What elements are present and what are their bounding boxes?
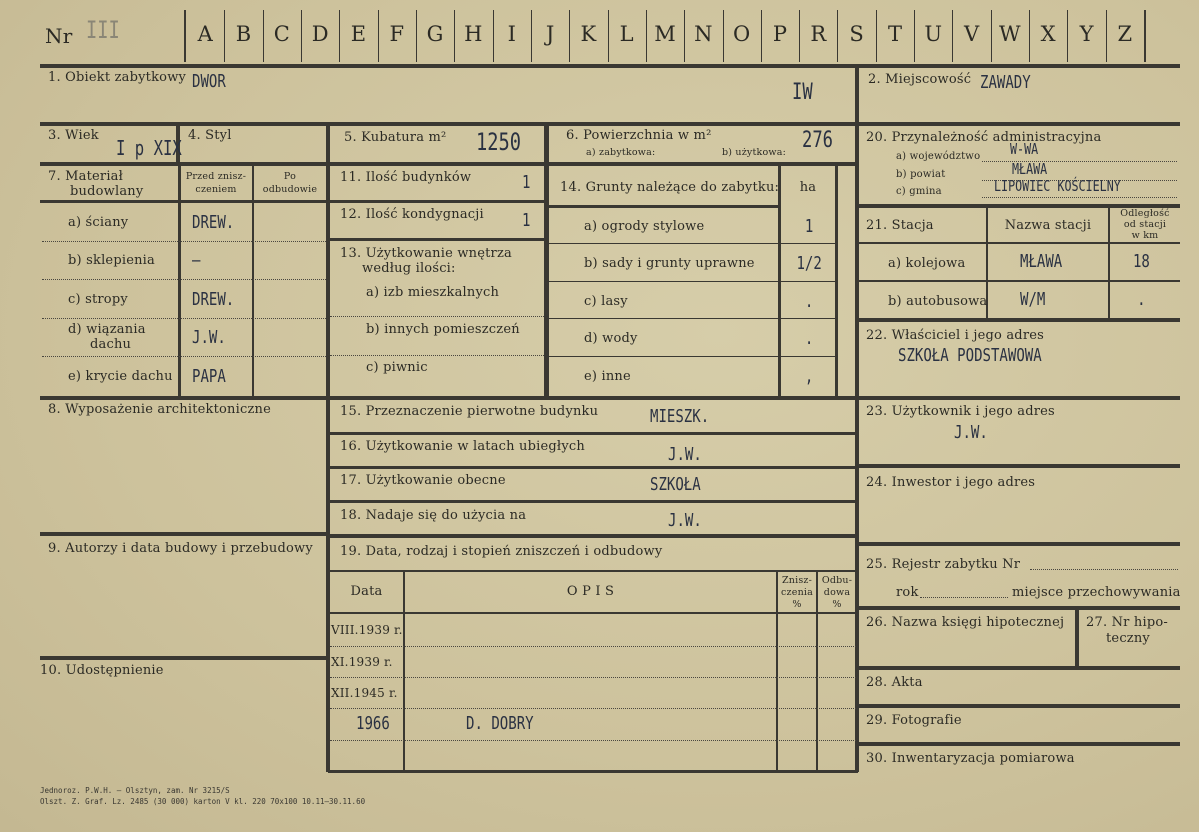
field-16-label: 16. Użytkowanie w latach ubiegłych: [340, 439, 585, 454]
field-13-label-1: 13. Użytkowanie wnętrza: [340, 246, 512, 261]
rule-line: [569, 10, 570, 62]
land-row-value: ,: [804, 366, 814, 387]
field-7-col1-1: Przed znisz-: [185, 171, 247, 182]
field-20b-label: b) powiat: [896, 169, 946, 180]
rule-line: [549, 318, 837, 319]
land-row-label: e) inne: [584, 369, 631, 384]
field-20b-value: MŁAWA: [1012, 160, 1048, 178]
field-24-label: 24. Inwestor i jego adres: [866, 475, 1036, 490]
field-21-col-dist-3: w km: [1131, 230, 1159, 241]
station-row-dist: .: [1137, 289, 1146, 310]
field-19-col-od-2: dowa: [823, 587, 851, 598]
rule-line: [493, 10, 494, 62]
rule-line: [991, 10, 992, 62]
field-4-label: 4. Styl: [188, 128, 232, 143]
field-19-col-od-1: Odbu-: [821, 575, 853, 586]
index-letter-r: R: [810, 22, 827, 46]
rule-line: [761, 10, 762, 62]
field-13b-label: b) innych pomieszczeń: [366, 322, 520, 337]
rule-line: [339, 10, 340, 62]
rule-line: [914, 10, 915, 62]
field-7-col2-1: Po: [283, 171, 297, 182]
material-row-value: —: [192, 250, 201, 271]
land-row-label: d) wody: [584, 331, 638, 346]
field-19-col-opis: O P I S: [566, 584, 615, 599]
rule-line: [301, 10, 302, 62]
field-6b-label: b) użytkowa:: [722, 147, 786, 158]
field-7-label-2: budowlany: [70, 184, 144, 199]
field-25-miejsce: miejsce przechowywania: [1012, 585, 1181, 600]
index-letter-y: Y: [1079, 22, 1094, 46]
land-row-value: 1: [804, 216, 814, 237]
material-row-label: a) ściany: [68, 215, 129, 230]
rule-line: [454, 10, 455, 62]
field-25-label: 25. Rejestr zabytku Nr: [866, 557, 1021, 572]
field-20c-value: LIPOWIEC KOŚCIELNY: [994, 177, 1121, 195]
rule-line: [876, 10, 877, 62]
field-11-label: 11. Ilość budynków: [340, 170, 472, 185]
field-19-col-od-3: %: [832, 599, 842, 610]
damage-row-opis: D. DOBRY: [466, 713, 534, 734]
index-letter-i: I: [507, 22, 516, 46]
material-row-label: dachu: [90, 337, 132, 352]
index-letter-w: W: [999, 22, 1021, 46]
row-divider: [330, 677, 856, 678]
rule-line: [1029, 10, 1030, 62]
field-3-value: I p XIX: [116, 136, 182, 160]
field-27-label-1: 27. Nr hipo-: [1086, 615, 1168, 630]
field-28-label: 28. Akta: [866, 675, 923, 690]
index-letter-f: F: [389, 22, 405, 46]
field-25-rok: rok: [896, 585, 919, 600]
station-row-dist: 18: [1132, 251, 1150, 272]
index-letter-d: D: [311, 22, 329, 46]
field-20c-label: c) gmina: [896, 186, 942, 197]
field-2-label: 2. Miejscowość: [868, 72, 972, 87]
material-row-value: DREW.: [192, 212, 235, 233]
material-row-label: d) wiązania: [68, 322, 146, 337]
field-14-unit: ha: [799, 180, 817, 195]
field-19-label: 19. Data, rodzaj i stopień zniszczeń i odbudowy: [340, 544, 663, 559]
row-divider: [330, 646, 856, 647]
field-1-value: DWOR: [192, 71, 226, 92]
station-row-label: a) kolejowa: [888, 256, 966, 271]
rule-line: [837, 10, 838, 62]
index-letter-p: P: [772, 22, 788, 46]
field-8-label: 8. Wyposażenie architektoniczne: [48, 402, 271, 417]
field-26-label: 26. Nazwa księgi hipotecznej: [866, 615, 1065, 630]
field-1-mark: IW: [792, 80, 813, 105]
rule-line: [378, 10, 379, 62]
field-19-col-date: Data: [350, 584, 383, 599]
field-21-col-dist-2: od stacji: [1123, 219, 1167, 230]
index-letter-h: H: [464, 22, 483, 46]
rule-line: [1067, 10, 1068, 62]
damage-row-date: XI.1939 r.: [331, 655, 393, 669]
field-15-label: 15. Przeznaczenie pierwotne budynku: [340, 404, 599, 419]
land-row-value: 1/2: [796, 253, 822, 274]
field-20-label: 20. Przynależność administracyjna: [866, 130, 1102, 145]
nr-label: Nr: [45, 24, 73, 48]
field-14-label: 14. Grunty należące do zabytku:: [560, 180, 780, 195]
field-5-value: 1250: [476, 128, 522, 156]
field-29-label: 29. Fotografie: [866, 713, 962, 728]
rule-line: [684, 10, 685, 62]
field-13c-label: c) piwnic: [366, 360, 428, 375]
rule-line: [608, 10, 609, 62]
row-divider: [42, 356, 326, 357]
field-3-label: 3. Wiek: [48, 128, 99, 143]
field-17-value: SZKOŁA: [650, 474, 701, 495]
rule-line: [263, 10, 264, 62]
field-21-col-dist-1: Odległość: [1120, 208, 1170, 219]
field-15-value: MIESZK.: [650, 406, 710, 427]
field-13a-label: a) izb mieszkalnych: [366, 285, 500, 300]
rule-line: [549, 243, 837, 244]
rule-line: [646, 10, 647, 62]
index-letter-l: L: [619, 22, 634, 46]
index-letter-o: O: [733, 22, 751, 46]
field-5-label: 5. Kubatura m²: [344, 130, 447, 145]
field-18-label: 18. Nadaje się do użycia na: [340, 508, 527, 523]
material-row-value: J.W.: [192, 327, 226, 348]
field-1-label: 1. Obiekt zabytkowy: [48, 70, 187, 85]
field-6-value: 276: [802, 128, 834, 153]
index-letter-m: M: [654, 22, 676, 46]
damage-row-date: VIII.1939 r.: [331, 623, 403, 637]
field-11-value: 1: [522, 172, 531, 193]
rule-line: [531, 10, 532, 62]
rule-line: [723, 10, 724, 62]
field-9-label: 9. Autorzy i data budowy i przebudowy: [48, 541, 313, 556]
index-letter-g: G: [426, 22, 444, 46]
field-19-col-zn-2: czenia: [781, 587, 813, 598]
material-row-value: DREW.: [192, 289, 235, 310]
field-21-label: 21. Stacja: [866, 218, 934, 233]
damage-row-date: 1966: [356, 713, 390, 734]
index-letter-a: A: [197, 22, 213, 46]
index-letter-k: K: [580, 22, 597, 46]
rule-line: [549, 281, 837, 282]
index-letter-s: S: [849, 22, 864, 46]
material-row-label: e) krycie dachu: [68, 369, 173, 384]
index-letter-v: V: [963, 22, 980, 46]
field-7-col2-2: odbudowie: [262, 184, 318, 195]
row-divider: [330, 740, 856, 741]
field-7-col1-2: czeniem: [195, 184, 237, 195]
field-19-col-zn-3: %: [792, 599, 802, 610]
printer-note-2: Olszt. Z. Graf. Lz. 2485 (30 000) karton V kl. 220 70x100 10.11—30.11.60: [40, 797, 366, 806]
index-letter-b: B: [235, 22, 252, 46]
field-2-value: ZAWADY: [980, 72, 1031, 93]
field-19-col-zn-1: Znisz-: [781, 575, 813, 586]
index-letter-e: E: [350, 22, 367, 46]
land-row-label: b) sady i grunty uprawne: [584, 256, 755, 271]
station-row-name: MŁAWA: [1020, 251, 1063, 272]
index-letter-n: N: [694, 22, 713, 46]
field-21-col-name: Nazwa stacji: [1004, 218, 1092, 233]
nr-value: III: [86, 16, 120, 44]
field-27-label-2: teczny: [1106, 631, 1150, 646]
station-row-name: W/M: [1020, 289, 1046, 310]
field-10-label: 10. Udostępnienie: [40, 663, 164, 678]
rule-line: [224, 10, 225, 62]
field-22-label: 22. Właściciel i jego adres: [866, 328, 1045, 343]
rule-line: [952, 10, 953, 62]
index-letter-x: X: [1040, 22, 1056, 46]
damage-row-date: XII.1945 r.: [331, 686, 398, 700]
field-17-label: 17. Użytkowanie obecne: [340, 473, 506, 488]
index-letter-u: U: [924, 22, 943, 46]
station-row-label: b) autobusowa: [888, 294, 988, 309]
land-row-label: c) lasy: [584, 294, 628, 309]
field-20a-value: W-WA: [1010, 140, 1039, 158]
field-7-label-1: 7. Materiał: [48, 169, 124, 184]
field-6a-label: a) zabytkowa:: [586, 147, 656, 158]
field-16-value: J.W.: [668, 444, 702, 465]
land-row-value: .: [804, 328, 814, 349]
field-18-value: J.W.: [668, 510, 702, 531]
index-letter-c: C: [273, 22, 290, 46]
land-row-label: a) ogrody stylowe: [584, 219, 705, 234]
printer-note-1: Jednoroz. P.W.H. — Olsztyn, zam. Nr 3215/S: [40, 786, 230, 795]
field-6-label: 6. Powierzchnia w m²: [566, 128, 712, 143]
row-divider: [42, 241, 326, 242]
field-12-label: 12. Ilość kondygnacji: [340, 207, 484, 222]
row-divider: [42, 318, 326, 319]
material-row-label: b) sklepienia: [68, 253, 155, 268]
field-22-value: SZKOŁA PODSTAWOWA: [898, 345, 1042, 366]
index-letter-j: J: [545, 22, 555, 46]
material-row-label: c) stropy: [68, 292, 128, 307]
field-20a-label: a) województwo: [896, 151, 981, 162]
row-divider: [330, 708, 856, 709]
row-divider: [42, 279, 326, 280]
land-row-value: .: [804, 291, 814, 312]
index-letter-t: T: [887, 22, 902, 46]
rule-line: [416, 10, 417, 62]
field-13-label-2: według ilości:: [362, 261, 456, 276]
index-letter-z: Z: [1117, 22, 1133, 46]
material-row-value: PAPA: [192, 366, 226, 387]
rule-line: [799, 10, 800, 62]
field-23-label: 23. Użytkownik i jego adres: [866, 404, 1055, 419]
field-23-value: J.W.: [954, 422, 988, 443]
field-30-label: 30. Inwentaryzacja pomiarowa: [866, 751, 1075, 766]
rule-line: [1106, 10, 1107, 62]
field-12-value: 1: [522, 210, 531, 231]
rule-line: [549, 356, 837, 357]
